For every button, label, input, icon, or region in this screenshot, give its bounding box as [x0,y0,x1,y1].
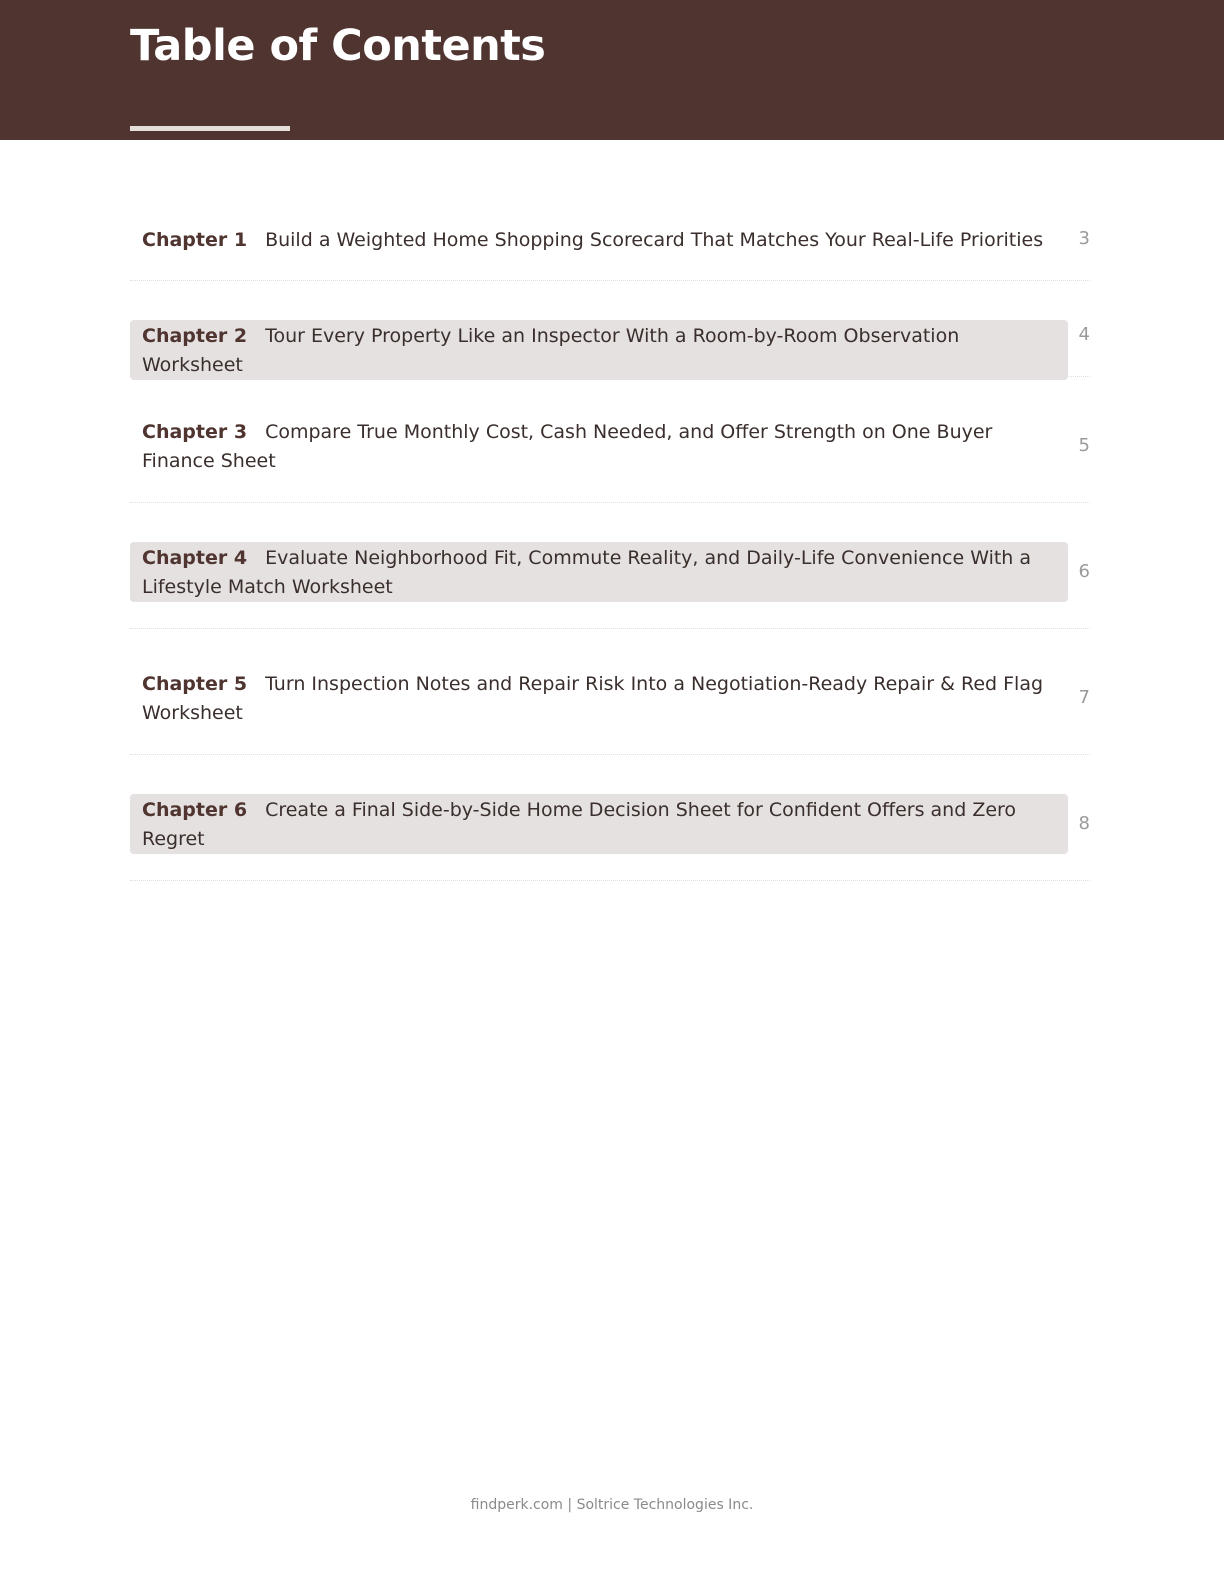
chapter-label: Chapter 4 [142,547,248,569]
chapter-label: Chapter 5 [142,673,248,695]
page-number: 5 [1078,435,1090,456]
toc-entry [130,542,1068,602]
page-number: 6 [1078,561,1090,582]
toc-row-3[interactable] [130,402,1090,503]
page-number: 4 [1078,324,1090,345]
page-number: 3 [1078,228,1090,249]
page-title: Table of Contents [130,21,546,71]
chapter-title: Turn Inspection Notes and Repair Risk Into a Negotiation-Ready Repair & Red Flag Worksheet [142,673,1044,724]
page-header [0,0,1224,140]
toc-entry [130,668,1068,728]
chapter-title: Evaluate Neighborhood Fit, Commute Reality, and Daily-Life Convenience With a Lifestyle Match Worksheet [142,547,1032,598]
toc-row-2[interactable] [130,306,1090,377]
chapter-label: Chapter 6 [142,799,248,821]
chapter-label: Chapter 2 [142,325,248,347]
toc-row-1[interactable] [130,210,1090,281]
chapter-title: Build a Weighted Home Shopping Scorecard That Matches Your Real-Life Priorities [265,229,1044,251]
toc-entry [130,794,1068,854]
chapter-label: Chapter 1 [142,229,248,251]
chapter-label: Chapter 3 [142,421,248,443]
toc-entry [130,224,1068,255]
chapter-title: Tour Every Property Like an Inspector With a Room-by-Room Observation Worksheet [142,325,960,376]
page-footer: findperk.com | Soltrice Technologies Inc. [470,1497,754,1513]
chapter-title: Create a Final Side-by-Side Home Decision Sheet for Confident Offers and Zero Regret [142,799,1017,850]
toc-entry [130,320,1068,380]
title-underline [130,126,290,131]
toc-row-6[interactable] [130,780,1090,881]
chapter-title: Compare True Monthly Cost, Cash Needed, and Offer Strength on One Buyer Finance Sheet [142,421,993,472]
toc-row-5[interactable] [130,654,1090,755]
toc-entry [130,416,1068,476]
page-number: 7 [1078,687,1090,708]
page-number: 8 [1078,813,1090,834]
toc-row-4[interactable] [130,528,1090,629]
